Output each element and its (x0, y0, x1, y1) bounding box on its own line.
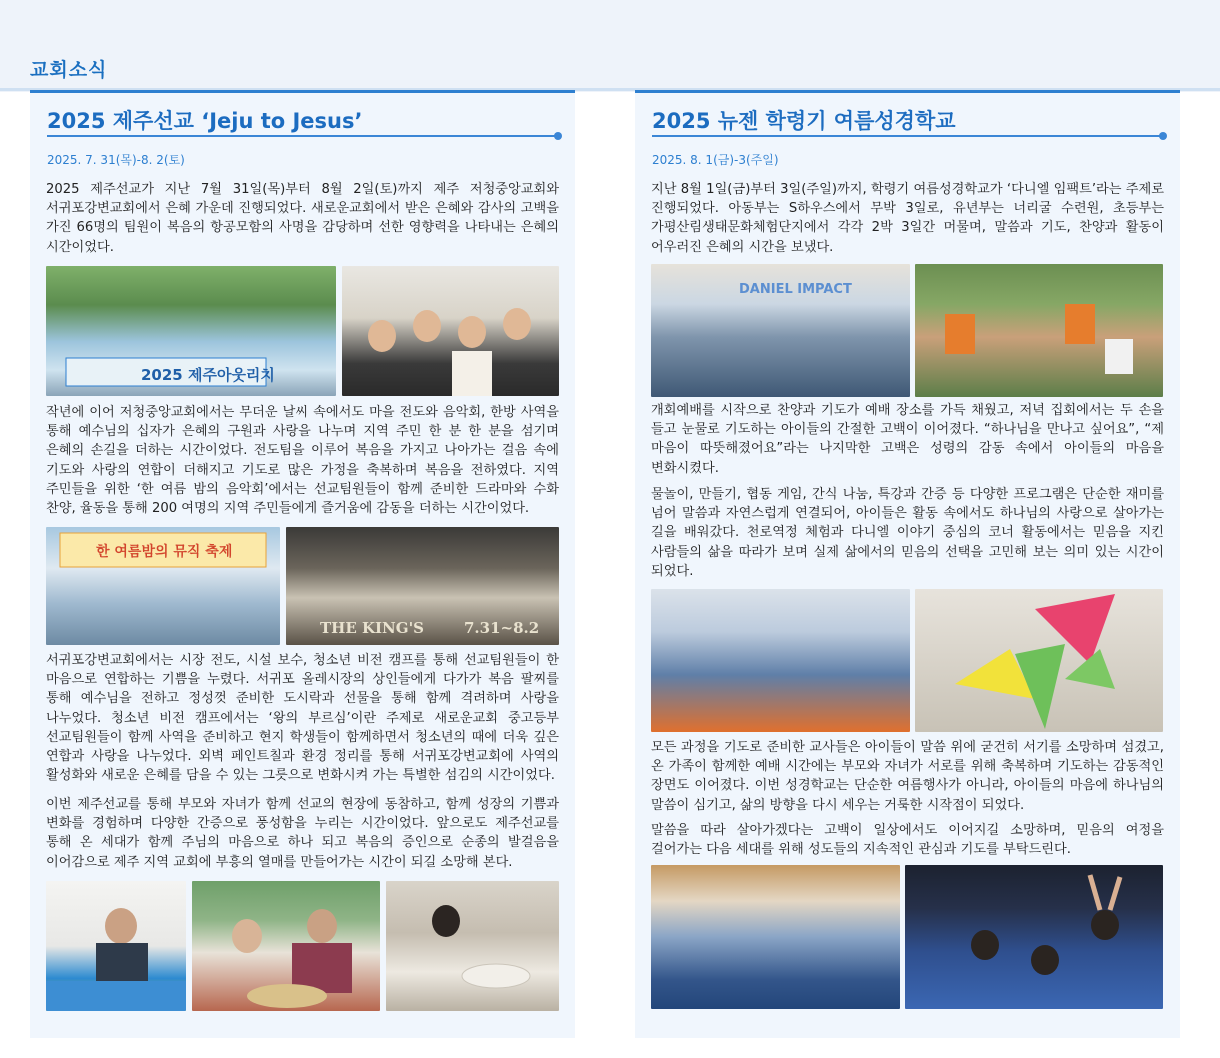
article-date: 2025. 7. 31(목)-8. 2(토) (47, 153, 185, 167)
photo-footwash (386, 881, 559, 1011)
praise-figures (905, 865, 1163, 1009)
banner-text: 2025 제주아웃리치 (141, 366, 275, 384)
photo-daniel-group (651, 264, 910, 397)
kings-title: THE KING'S (320, 619, 424, 637)
paragraph: 서귀포강변교회에서는 시장 전도, 시설 보수, 청소년 비전 캠프를 통해 선교팀원들이 한 마음으로 연합하는 기쁨을 누렸다. 서귀포 올레시장의 상인들에게 다가가 복음 팔찌를 통해 예수님을 전하고 정성껏 준비한 도시락과 선물을 통해 함께 격려하며 사랑을 나누었다. 청소년 비전 캠프에서는 ‘왕의 부르심’이란 주제로 새로운교회 중고등부 선교팀원들이 함께 사역을 준비하고 현지 학생들이 함께하면서 청소년의 때에 더욱 깊은 연합과 사랑을 나누었다. 외벽 페인트칠과 환경 정리를 통해 서귀포강변교회에 사역의 활성화와 새로운 은혜를 담을 수 있는 그릇으로 변화시켜 가는 특별한 섬김의 시간이었다. (46, 653, 559, 784)
kings-date: 7.31~8.2 (464, 619, 540, 637)
rule-dot (1159, 132, 1167, 140)
water-play-figures (915, 264, 1163, 397)
photo-repair (46, 881, 186, 1011)
article-title: 2025 제주선교 ‘Jeju to Jesus’ (47, 109, 363, 133)
team-figures (342, 266, 559, 396)
concert-banner-text: 한 여름밤의 뮤직 축제 (96, 544, 233, 560)
photo-market (192, 881, 380, 1011)
article-title: 2025 뉴젠 학령기 여름성경학교 (652, 109, 956, 133)
photo-assembly (651, 589, 910, 732)
repair-figure (46, 881, 186, 1011)
article-vbs (635, 90, 1180, 1038)
section-label: 교회소식 (30, 59, 108, 81)
paragraph: 모든 과정을 기도로 준비한 교사들은 아이들이 말씀 위에 굳건히 서기를 소망하며 섬겼고, 온 가족이 함께한 예배 시간에는 부모와 자녀가 서로를 위해 축복하며 기도하는 감동적인 장면도 이어졌다. 이번 성경학교는 단순한 여름행사가 아니라, 아이들의 마음에 하나님의 말씀이 심기고, 삶의 방향을 다시 세우는 거룩한 시작점이 되었다. (651, 740, 1164, 813)
paragraph: 개회예배를 시작으로 찬양과 기도가 예배 장소를 가득 채웠고, 저녁 집회에서는 두 손을 들고 눈물로 기도하는 아이들의 간절한 고백이 이어졌다. “하나님을 만나고 싶어요”, “제 마음이 따뜻해졌어요”라는 나지막한 고백은 성령의 감동 속에서 아이들의 마음을 변화시켰다. (651, 403, 1164, 476)
colored-shapes (915, 589, 1163, 732)
photo-group-jeju (46, 266, 336, 396)
rule-dot (554, 132, 562, 140)
article-jeju (30, 90, 575, 1038)
market-figures (192, 881, 380, 1011)
paragraph: 물놀이, 만들기, 협동 게임, 간식 나눔, 특강과 간증 등 다양한 프로그램은 단순한 재미를 넘어 말씀과 자연스럽게 연결되어, 아이들은 활동 속에서도 하나님의 사랑으로 살아가는 길을 배워갔다. 천로역정 체험과 다니엘 이야기 중심의 코너 활동에서는 믿음을 지킨 사람들의 삶을 따라가 보며 실제 삶에서의 믿음의 선택을 고민해 보는 의미 있는 시간이 되었다. (651, 487, 1164, 579)
article-date: 2025. 8. 1(금)-3(주일) (652, 153, 779, 167)
top-band (0, 0, 1220, 92)
photo-concert (46, 527, 280, 645)
paragraph: 이번 제주선교를 통해 부모와 자녀가 함께 선교의 현장에 동참하고, 함께 성장의 기쁨과 변화를 경험하며 다양한 간증으로 풍성함을 누리는 시간이었다. 앞으로도 제주선교를 통해 온 세대가 함께 주님의 마음으로 하나 되고 복음의 증인으로 순종의 발걸음을 이어감으로 제주 지역 교회에 부흥의 열매를 만들어가는 시간이 되길 소망해 본다. (46, 797, 559, 870)
daniel-impact-banner: DANIEL IMPACT (739, 282, 852, 297)
paragraph: 2025 제주선교가 지난 7월 31일(목)부터 8월 2일(토)까지 제주 저청중앙교회와 서귀포강변교회에서 은혜 가운데 진행되었다. 새로운교회에서 받은 은혜와 감사의 고백을 가진 66명의 팀원이 복음의 항공모함의 사명을 감당하며 선한 영향력을 나타내는 은혜의 시간이었다. (46, 182, 559, 255)
paragraph: 말씀을 따라 살아가겠다는 고백이 일상에서도 이어지길 소망하며, 믿음의 여정을 걸어가는 다음 세대를 위해 성도들의 지속적인 관심과 기도를 부탁드린다. (651, 823, 1164, 858)
title-rule (47, 135, 558, 137)
photo-team-jeju (342, 266, 559, 396)
footwash-figures (386, 881, 559, 1011)
photo-kids-shapes (915, 589, 1163, 732)
paragraph: 지난 8월 1일(금)부터 3일(주일)까지, 학령기 여름성경학교가 ‘다니엘 임팩트’라는 주제로 진행되었다. 아동부는 S하우스에서 무박 3일로, 유년부는 너리굴 수련원, 초등부는 가평산림생태문화체험단지에서 각각 2박 3일간 머물며, 말씀과 기도, 찬양과 활동이 어우러진 은혜의 시간을 보냈다. (651, 182, 1164, 255)
photo-water-play (915, 264, 1163, 397)
photo-praise (905, 865, 1163, 1009)
photo-kings (286, 527, 559, 645)
paragraph: 작년에 이어 저청중앙교회에서는 무더운 날씨 속에서도 마을 전도와 음악회, 한방 사역을 통해 예수님의 십자가 은혜의 구원과 사랑을 나누며 지역 주민 한 분 한 분을 섬기며 은혜의 손길을 더하는 시간이었다. 전도팀을 이루어 복음을 가지고 나아가는 걸음 속에 기도와 사랑의 연합이 더해지고 기도로 많은 가정을 축복하며 복음을 전하였다. 지역 주민들을 위한 ‘한 여름 밤의 음악회’에서는 선교팀원들이 함께 준비한 드라마와 수화 찬양, 율동을 통해 200 여명의 지역 주민들에게 즐거움에 감동을 더하는 시간이었다. (46, 405, 559, 517)
photo-family-worship (651, 865, 900, 1009)
title-rule (652, 135, 1163, 137)
